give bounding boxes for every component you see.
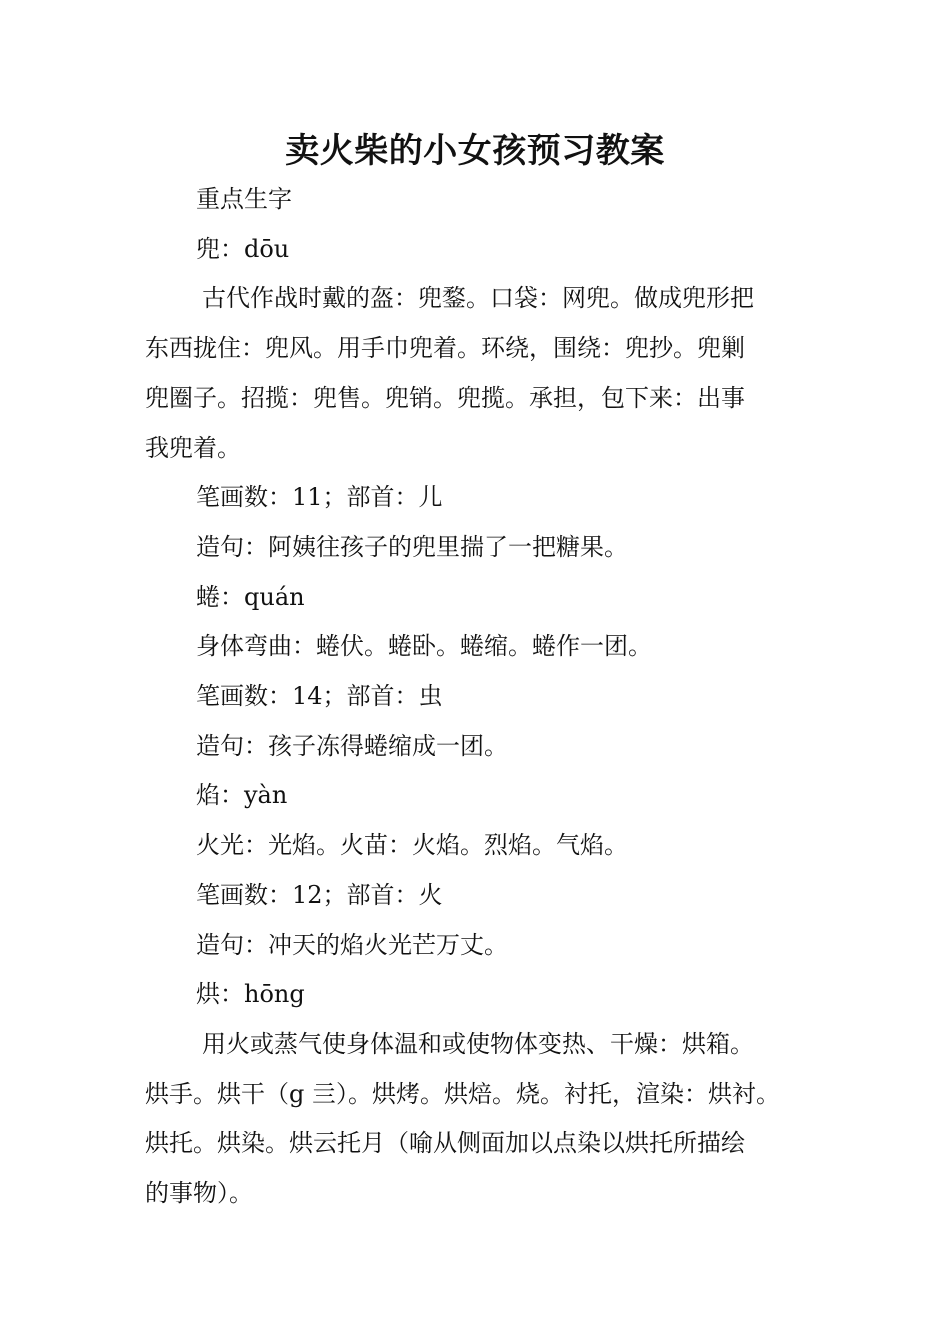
example-sentence: 造句：孩子冻得蜷缩成一团。 bbox=[196, 731, 508, 760]
example-sentence: 造句：冲天的焰火光芒万丈。 bbox=[196, 930, 508, 959]
stroke-info: 笔画数：12；部首：火 bbox=[196, 880, 443, 909]
definition-line: 烘手。烘干（g 亖）。烘烤。烘焙。烧。衬托，渲染：烘衬。 bbox=[145, 1079, 780, 1108]
document-body bbox=[145, 175, 815, 1219]
char-entry-heading: 烘：hōng bbox=[196, 980, 305, 1009]
definition-line: 古代作战时戴的盔：兜鍪。口袋：网兜。做成兜形把 bbox=[202, 284, 754, 313]
definition-line: 兜圈子。招揽：兜售。兜销。兜揽。承担，包下来：出事 bbox=[145, 383, 745, 412]
definition-line: 用火或蒸气使身体温和或使物体变热、干燥：烘箱。 bbox=[202, 1029, 754, 1058]
stroke-info: 笔画数：11；部首：儿 bbox=[196, 483, 443, 512]
char-entry-heading: 焰：yàn bbox=[196, 781, 288, 810]
definition-line: 东西拢住：兜风。用手巾兜着。环绕，围绕：兜抄。兜剿 bbox=[145, 334, 745, 363]
stroke-info: 笔画数：14；部首：虫 bbox=[196, 682, 443, 711]
definition-line: 火光：光焰。火苗：火焰。烈焰。气焰。 bbox=[196, 831, 628, 860]
definition-line: 烘托。烘染。烘云托月（喻从侧面加以点染以烘托所描绘 bbox=[145, 1129, 745, 1158]
char-entry-heading: 兜：dōu bbox=[196, 234, 290, 263]
char-entry-heading: 蜷：quán bbox=[196, 582, 305, 611]
document-title: 卖火柴的小女孩预习教案 bbox=[285, 131, 665, 171]
example-sentence: 造句：阿姨往孩子的兜里揣了一把糖果。 bbox=[196, 532, 628, 561]
section-heading: 重点生字 bbox=[196, 185, 292, 213]
definition-line: 的事物）。 bbox=[145, 1179, 253, 1208]
definition-line: 我兜着。 bbox=[145, 433, 241, 462]
definition-line: 身体弯曲：蜷伏。蜷卧。蜷缩。蜷作一团。 bbox=[196, 632, 652, 661]
